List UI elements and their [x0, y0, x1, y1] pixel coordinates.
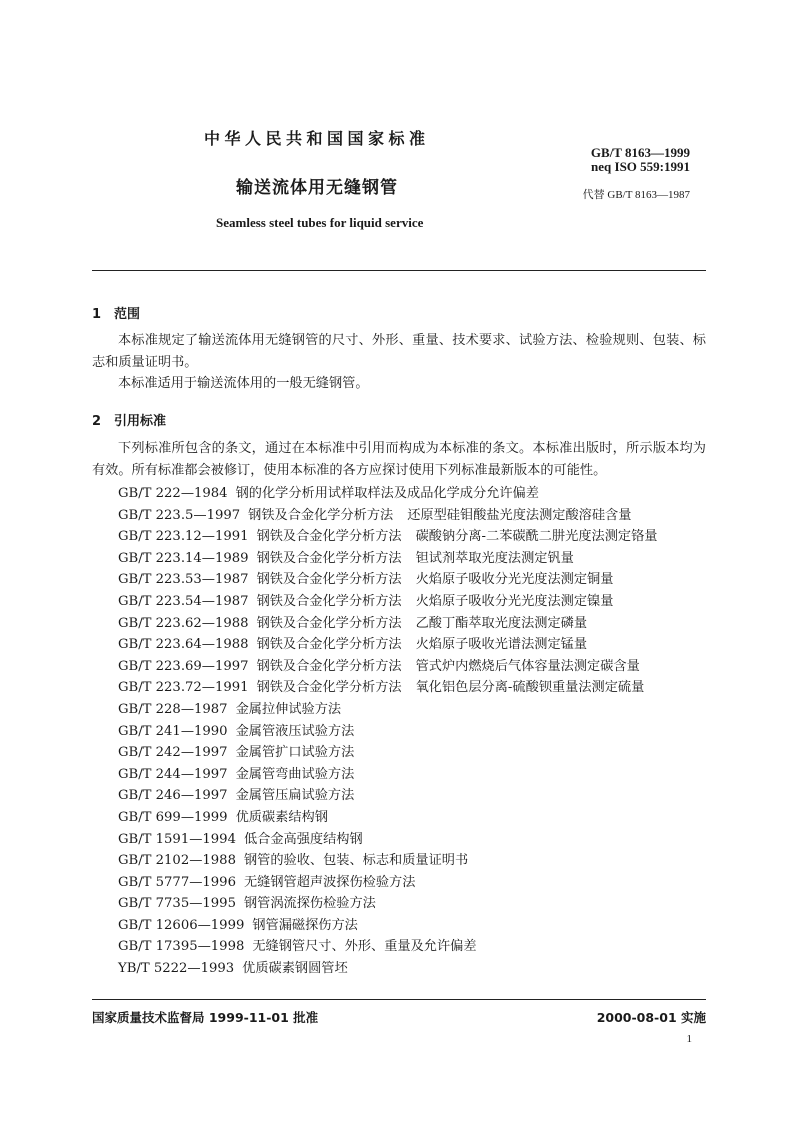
- reference-item: [118, 829, 708, 851]
- reference-item: [118, 872, 708, 894]
- reference-subtitle: 氧化铝色层分离-硫酸钡重量法测定硫量: [415, 680, 645, 696]
- approval-note: 国家质量技术监督局 1999-11-01 批准: [92, 1010, 319, 1025]
- reference-title: 钢铁及合金化学分析方法: [256, 658, 402, 674]
- standard-code: GB/T 8163—1999: [590, 145, 690, 160]
- reference-code: YB/T 5222—1993: [118, 961, 235, 977]
- references-intro-paragraph: 下列标准所包含的条文，通过在本标准中引用而构成为本标准的条文。本标准出版时，所示版本均为有效。所有标准都会被修订，使用本标准的各方应探讨使用下列标准最新版本的可能性。: [92, 441, 706, 478]
- replaces-note: 代替 GB/T 8163—1987: [582, 189, 690, 201]
- reference-code: GB/T 223.12—1991: [118, 529, 249, 545]
- footer-divider: [92, 999, 706, 1000]
- reference-title: 钢铁及合金化学分析方法: [256, 680, 402, 696]
- reference-title: 金属管压扁试验方法: [235, 788, 355, 804]
- reference-code: GB/T 244—1997: [118, 766, 228, 782]
- reference-code: GB/T 2102—1988: [118, 853, 236, 869]
- reference-subtitle: 火焰原子吸收光谱法测定锰量: [415, 637, 588, 653]
- reference-title: 钢铁及合金化学分析方法: [256, 637, 402, 653]
- reference-title: 钢管的验收、包装、标志和质量证明书: [243, 853, 469, 869]
- reference-title: 钢铁及合金化学分析方法: [256, 593, 402, 609]
- reference-code: GB/T 223.14—1989: [118, 550, 249, 566]
- reference-item: [118, 634, 708, 656]
- reference-code: GB/T 12606—1999: [118, 917, 245, 933]
- reference-title: 钢的化学分析用试样取样法及成品化学成分允许偏差: [235, 486, 539, 501]
- reference-code: GB/T 222—1984: [118, 486, 228, 501]
- reference-title: 钢管漏磁探伤方法: [252, 917, 358, 933]
- reference-item: [118, 656, 708, 678]
- reference-code: GB/T 241—1990: [118, 723, 228, 739]
- reference-code: GB/T 246—1997: [118, 788, 228, 804]
- reference-code: GB/T 699—1999: [118, 809, 228, 825]
- document-title: 输送流体用无缝钢管: [236, 178, 398, 198]
- reference-subtitle: 乙酸丁酯萃取光度法测定磷量: [415, 615, 588, 631]
- reference-item: [118, 850, 708, 872]
- reference-title: 钢铁及合金化学分析方法: [256, 572, 402, 588]
- reference-item: [118, 807, 708, 829]
- reference-title: 金属拉伸试验方法: [235, 701, 342, 717]
- reference-title: 无缝钢管超声波探伤检验方法: [243, 874, 416, 890]
- reference-item: [118, 958, 708, 980]
- section-title: 范围: [114, 307, 141, 322]
- reference-item: [118, 505, 708, 527]
- reference-code: GB/T 223.72—1991: [118, 680, 249, 696]
- reference-subtitle: 火焰原子吸收分光光度法测定铜量: [415, 572, 614, 588]
- reference-item: [118, 893, 708, 915]
- reference-subtitle: 还原型硅钼酸盐光度法测定酸溶硅含量: [407, 507, 632, 523]
- reference-title: 金属管弯曲试验方法: [235, 766, 355, 782]
- reference-title: 钢管涡流探伤检验方法: [243, 896, 376, 912]
- reference-item: [118, 936, 708, 958]
- page-number: 1: [686, 1033, 692, 1045]
- reference-subtitle: 管式炉内燃烧后气体容量法测定碳含量: [415, 658, 640, 674]
- reference-code: GB/T 228—1987: [118, 701, 228, 717]
- standard-title: 中华人民共和国国家标准: [204, 129, 430, 148]
- reference-item: [118, 721, 708, 743]
- reference-subtitle: 钽试剂萃取光度法测定钒量: [415, 550, 574, 566]
- reference-subtitle: 火焰原子吸收分光光度法测定镍量: [415, 593, 614, 609]
- reference-title: 钢铁及合金化学分析方法: [256, 529, 402, 545]
- english-title: Seamless steel tubes for liquid service: [216, 215, 424, 230]
- reference-item: [118, 785, 708, 807]
- reference-title: 钢铁及合金化学分析方法: [256, 550, 402, 566]
- reference-title: 金属管液压试验方法: [235, 723, 355, 739]
- reference-title: 低合金高强度结构钢: [243, 831, 363, 847]
- reference-code: GB/T 5777—1996: [118, 874, 236, 890]
- reference-item: [118, 915, 708, 937]
- reference-list: [118, 483, 708, 980]
- reference-item: [118, 569, 708, 591]
- reference-title: 无缝钢管尺寸、外形、重量及允许偏差: [252, 939, 477, 955]
- reference-item: [118, 677, 708, 699]
- reference-code: GB/T 223.53—1987: [118, 572, 249, 588]
- section-number: 1: [92, 307, 102, 322]
- section-heading-scope: [92, 303, 140, 322]
- reference-title: 钢铁及合金化学分析方法: [256, 615, 402, 631]
- reference-code: GB/T 223.64—1988: [118, 637, 249, 653]
- reference-code: GB/T 223.54—1987: [118, 593, 249, 609]
- reference-code: GB/T 223.69—1997: [118, 658, 249, 674]
- equivalent-prefix: neq: [591, 159, 612, 174]
- scope-paragraph-2: 本标准适用于输送流体用的一般无缝钢管。: [118, 376, 369, 391]
- section-number: 2: [92, 414, 102, 429]
- reference-code: GB/T 242—1997: [118, 745, 228, 761]
- section-title: 引用标准: [114, 414, 167, 429]
- reference-item: [118, 526, 708, 548]
- reference-title: 金属管扩口试验方法: [235, 745, 355, 761]
- section-heading-references: [92, 410, 166, 429]
- reference-code: GB/T 7735—1995: [118, 896, 236, 912]
- reference-item: [118, 483, 708, 505]
- scope-paragraph-1: 本标准规定了输送流体用无缝钢管的尺寸、外形、重量、技术要求、试验方法、检验规则、包装、标志和质量证明书。: [92, 333, 706, 370]
- reference-item: [118, 699, 708, 721]
- equivalent-standard: [591, 159, 690, 175]
- reference-code: GB/T 223.62—1988: [118, 615, 249, 631]
- reference-item: [118, 764, 708, 786]
- reference-title: 优质碳素结构钢: [235, 809, 328, 825]
- reference-code: GB/T 223.5—1997: [118, 507, 241, 523]
- reference-item: [118, 742, 708, 764]
- reference-item: [118, 548, 708, 570]
- reference-subtitle: 碳酸钠分离-二苯碳酰二肼光度法测定铬量: [415, 529, 658, 545]
- reference-code: GB/T 17395—1998: [118, 939, 245, 955]
- reference-title: 钢铁及合金化学分析方法: [248, 507, 394, 523]
- reference-code: GB/T 1591—1994: [118, 831, 236, 847]
- reference-title: 优质碳素钢圆管坯: [242, 961, 348, 977]
- equivalent-code: ISO 559:1991: [614, 159, 690, 174]
- implementation-date: 2000-08-01 实施: [596, 1010, 706, 1025]
- reference-item: [118, 591, 708, 613]
- reference-item: [118, 613, 708, 635]
- header-divider: [92, 270, 706, 271]
